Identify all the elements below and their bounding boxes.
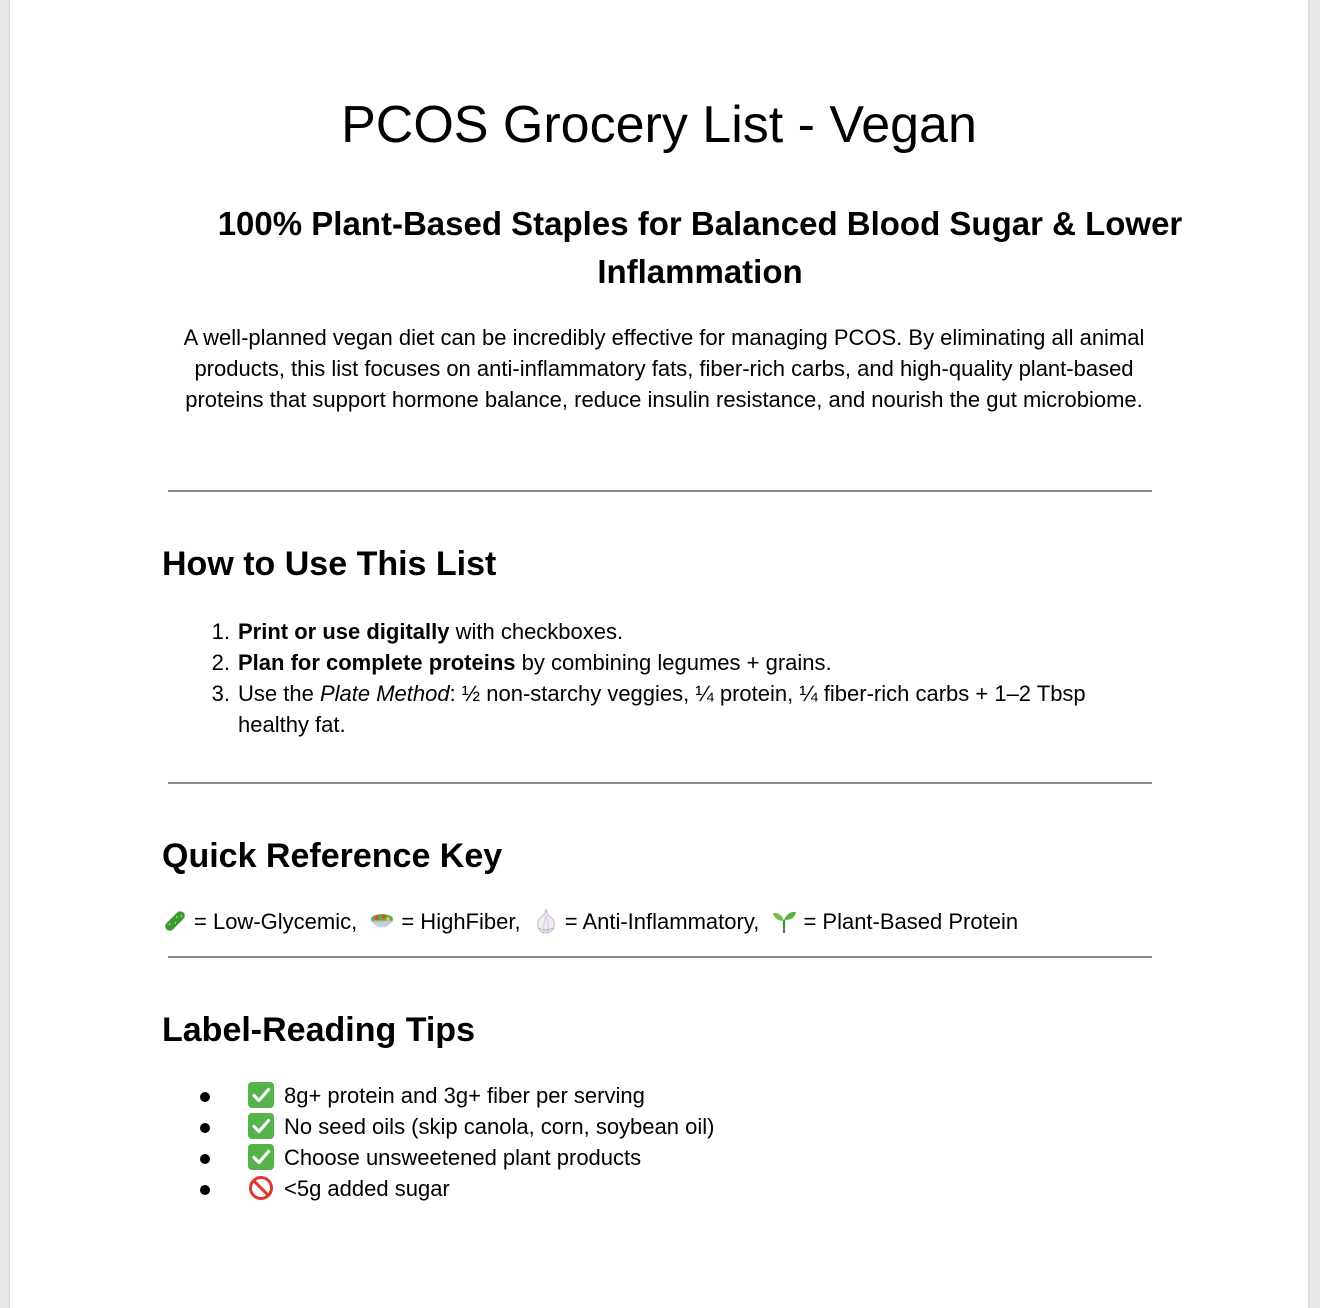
check-mark-icon (248, 1144, 274, 1170)
document-page (10, 0, 1308, 1308)
check-mark-icon (248, 1113, 274, 1139)
tip-text: No seed oils (skip canola, corn, soybean oil) (284, 1114, 715, 1139)
tip-text: Choose unsweetened plant products (284, 1145, 642, 1170)
label-tips-heading: Label-Reading Tips (162, 1011, 475, 1049)
step-text: : ½ non-starchy veggies, ¼ protein, ¼ fiber-rich carbs + 1–2 Tbsp healthy fat. (238, 681, 1086, 737)
intro-paragraph: A well-planned vegan diet can be incredibly effective for managing PCOS. By eliminating all animal products, this list focuses on anti-inflammatory fats, fiber-rich carbs, and high-quality plant-based proteins that support hormone balance, reduce insulin resistance, and nourish the gut microbiome. (183, 325, 1145, 412)
page-title: PCOS Grocery List - Vegan (341, 96, 977, 154)
list-item (194, 678, 1154, 740)
salad-icon (369, 908, 395, 934)
reference-key-label: = Low-Glycemic, (194, 909, 358, 934)
step-number: 1. (211, 619, 230, 644)
section-divider (168, 490, 1152, 492)
reference-key-label: = Anti-Inflammatory, (564, 909, 760, 934)
bullet-icon (200, 1154, 210, 1164)
section-divider (168, 782, 1152, 784)
bullet-icon (200, 1123, 210, 1133)
step-italic-text: Plate Method (319, 681, 450, 706)
reference-key-heading: Quick Reference Key (162, 837, 503, 875)
section-divider (168, 956, 1152, 958)
step-text: with checkboxes. (449, 619, 624, 644)
label-tips-list (200, 1080, 714, 1204)
how-to-use-steps (194, 616, 1154, 740)
how-to-use-heading: How to Use This List (162, 545, 497, 583)
list-item (200, 1142, 714, 1173)
reference-key-label: = Plant-Based Protein (803, 909, 1019, 934)
seedling-icon (771, 908, 797, 934)
reference-key-label: = HighFiber, (401, 909, 521, 934)
step-text: by combining legumes + grains. (515, 650, 832, 675)
list-item (200, 1080, 714, 1111)
garlic-icon (533, 908, 559, 934)
cucumber-icon (162, 908, 188, 934)
page-subtitle: 100% Plant-Based Staples for Balanced Blood Sugar & Lower Inflammation (217, 205, 1183, 290)
step-number: 2. (211, 650, 230, 675)
tip-text: 8g+ protein and 3g+ fiber per serving (284, 1083, 645, 1108)
bullet-icon (200, 1185, 210, 1195)
step-number: 3. (211, 681, 230, 706)
prohibited-icon (248, 1175, 274, 1201)
list-item (194, 647, 1154, 678)
step-bold-text: Print or use digitally (238, 619, 450, 644)
check-mark-icon (248, 1082, 274, 1108)
step-prefix-text: Use the (238, 681, 320, 706)
list-item (200, 1173, 714, 1204)
bullet-icon (200, 1092, 210, 1102)
reference-key-line (162, 906, 1018, 937)
list-item (194, 616, 1154, 647)
step-bold-text: Plan for complete proteins (238, 650, 516, 675)
list-item (200, 1111, 714, 1142)
tip-text: <5g added sugar (284, 1176, 450, 1201)
